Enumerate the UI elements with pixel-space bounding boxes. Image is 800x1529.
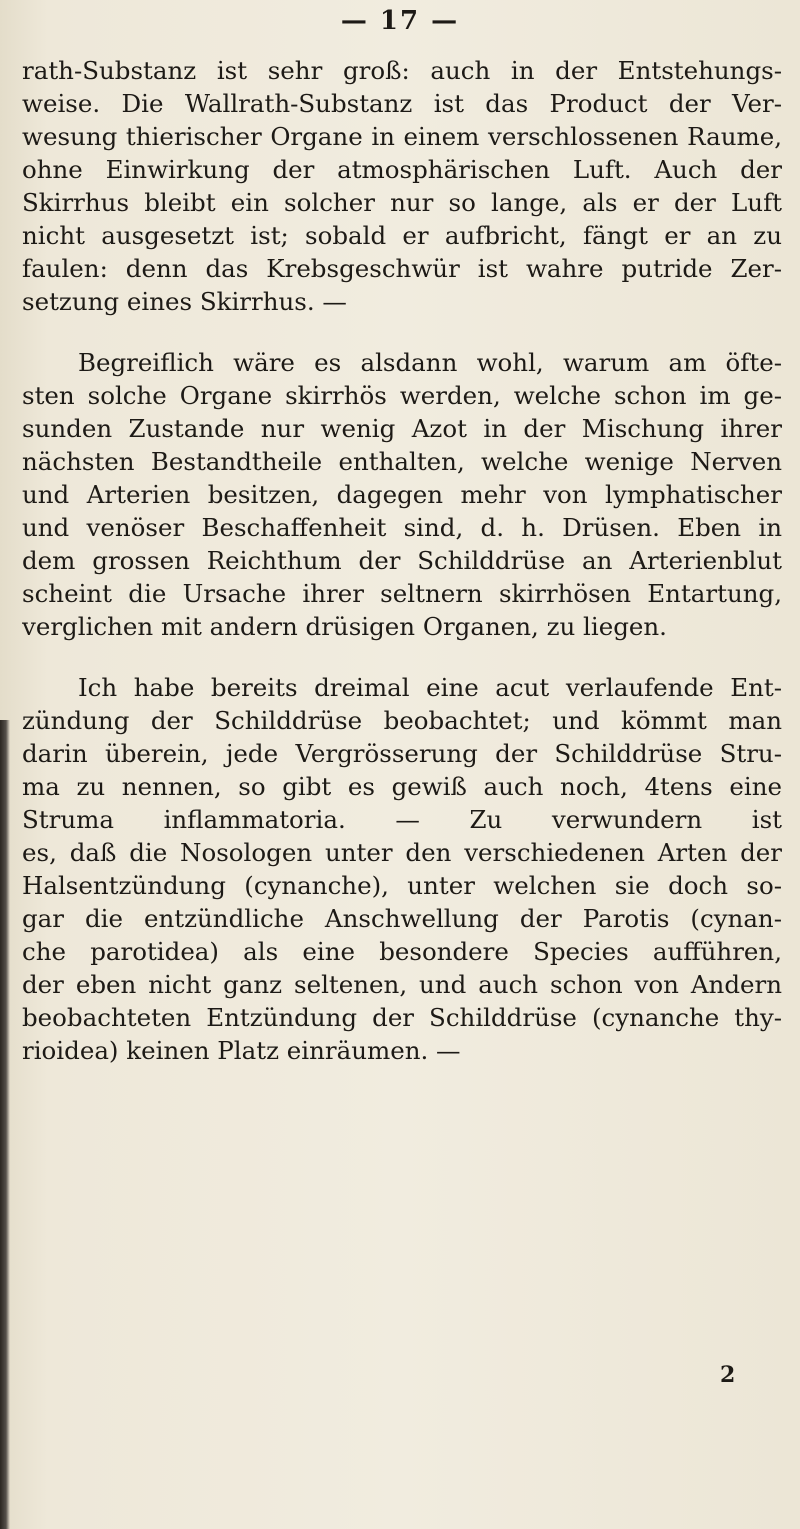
- text-line: Struma inflammatoria. — Zu verwundern ist: [22, 805, 782, 834]
- paragraph-2: [22, 346, 782, 643]
- text-line: Begreiflich wäre es alsdann wohl, warum am öfte-: [78, 348, 782, 377]
- text-line: der eben nicht ganz seltenen, und auch schon von Andern: [22, 970, 782, 999]
- text-line: ma zu nennen, so gibt es gewiß auch noch, 4tens eine: [22, 772, 782, 801]
- text-line: wesung thierischer Organe in einem verschlossenen Raume,: [22, 122, 782, 151]
- text-line: ohne Einwirkung der atmosphärischen Luft. Auch der: [22, 155, 782, 184]
- text-line: rioidea) keinen Platz einräumen. —: [22, 1036, 461, 1065]
- text-line: und venöser Beschaffenheit sind, d. h. Drüsen. Eben in: [22, 513, 782, 542]
- text-line: nicht ausgesetzt ist; sobald er aufbricht, fängt er an zu: [22, 221, 782, 250]
- text-line: che parotidea) als eine besondere Species aufführen,: [22, 937, 782, 966]
- text-line: rath-Substanz ist sehr groß: auch in der Entstehungs-: [22, 56, 782, 85]
- page-number: — 17 —: [340, 6, 460, 36]
- text-line: dem grossen Reichthum der Schilddrüse an Arterienblut: [22, 546, 782, 575]
- text-line: und Arterien besitzen, dagegen mehr von lymphatischer: [22, 480, 782, 509]
- text-line: sten solche Organe skirrhös werden, welche schon im ge-: [22, 381, 782, 410]
- text-line: Skirrhus bleibt ein solcher nur so lange, als er der Luft: [22, 188, 782, 217]
- text-line: setzung eines Skirrhus. —: [22, 287, 347, 316]
- signature-mark: 2: [720, 1362, 736, 1388]
- text-line: nächsten Bestandtheile enthalten, welche wenige Nerven: [22, 447, 782, 476]
- binding-shadow: [0, 720, 10, 1529]
- text-line: scheint die Ursache ihrer seltnern skirrhösen Entartung,: [22, 579, 782, 608]
- text-line: verglichen mit andern drüsigen Organen, zu liegen.: [22, 612, 667, 641]
- text-line: sunden Zustande nur wenig Azot in der Mischung ihrer: [22, 414, 782, 443]
- paragraph-3: [22, 671, 782, 1067]
- body-text: [22, 54, 782, 1067]
- text-line: es, daß die Nosologen unter den verschiedenen Arten der: [22, 838, 782, 867]
- text-line: Halsentzündung (cynanche), unter welchen sie doch so-: [22, 871, 782, 900]
- text-line: zündung der Schilddrüse beobachtet; und kömmt man: [22, 706, 782, 735]
- text-line: Ich habe bereits dreimal eine acut verlaufende Ent-: [78, 673, 782, 702]
- text-line: beobachteten Entzündung der Schilddrüse (cynanche thy-: [22, 1003, 782, 1032]
- text-line: gar die entzündliche Anschwellung der Parotis (cynan-: [22, 904, 782, 933]
- paragraph-1: [22, 54, 782, 318]
- text-line: weise. Die Wallrath-Substanz ist das Product der Ver-: [22, 89, 782, 118]
- text-line: faulen: denn das Krebsgeschwür ist wahre putride Zer-: [22, 254, 782, 283]
- text-line: darin überein, jede Vergrösserung der Schilddrüse Stru-: [22, 739, 782, 768]
